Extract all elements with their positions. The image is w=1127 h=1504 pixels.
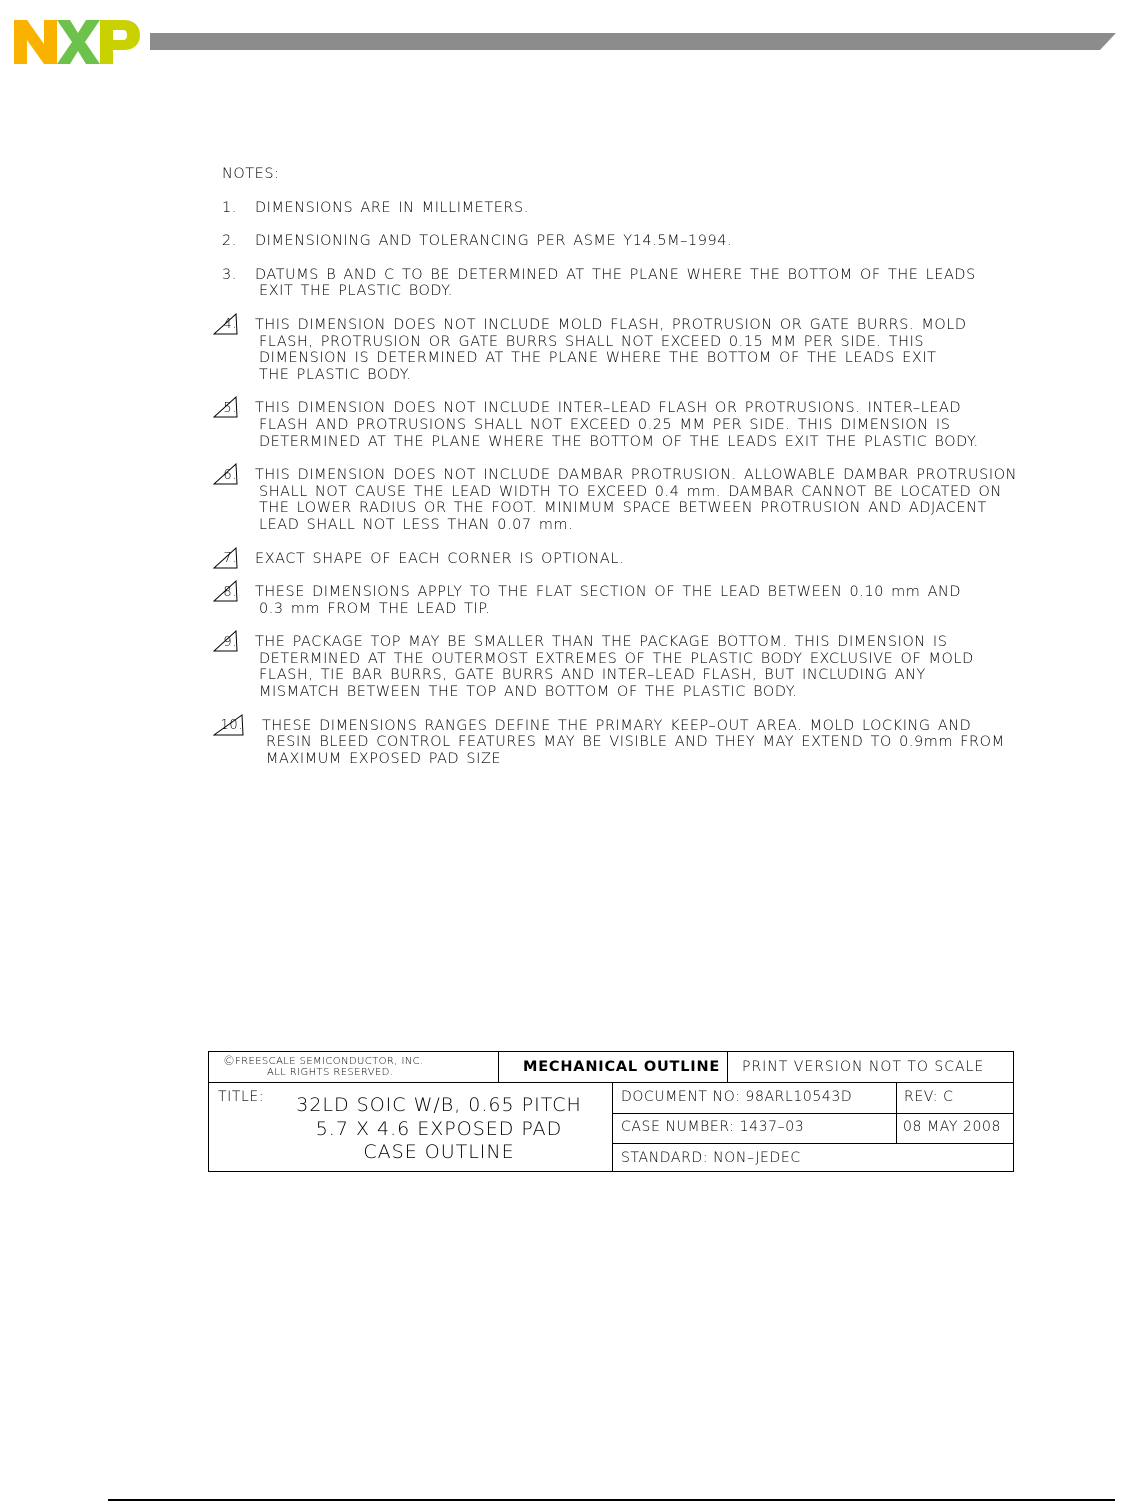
document-number: DOCUMENT NO: 98ARL10543D bbox=[621, 1089, 853, 1105]
note-line: FLASH, TIE BAR BURRS, GATE BURRS AND INTER–LEAD FLASH, BUT INCLUDING ANY bbox=[259, 667, 926, 684]
title-block-rule bbox=[896, 1082, 897, 1143]
note-item bbox=[222, 634, 1022, 700]
note-item bbox=[222, 584, 1022, 617]
standard: STANDARD: NON–JEDEC bbox=[621, 1150, 801, 1166]
title-block-rule bbox=[498, 1052, 499, 1082]
note-number: 6. bbox=[223, 467, 237, 483]
note-text bbox=[255, 467, 1022, 533]
note-line: DIMENSIONS ARE IN MILLIMETERS. bbox=[255, 199, 529, 216]
note-text bbox=[255, 267, 1022, 300]
note-line: EXIT THE PLASTIC BODY. bbox=[259, 283, 453, 300]
note-number: 1. bbox=[222, 199, 237, 216]
note-text bbox=[255, 200, 1022, 217]
note-number: 10. bbox=[220, 718, 243, 734]
note-line: 0.3 mm FROM THE LEAD TIP. bbox=[259, 600, 491, 617]
flag-triangle-icon bbox=[213, 463, 238, 485]
note-line: THIS DIMENSION DOES NOT INCLUDE INTER–LEAD FLASH OR PROTRUSIONS. INTER–LEAD bbox=[255, 400, 962, 417]
flag-triangle-icon bbox=[213, 580, 238, 602]
note-line: DATUMS B AND C TO BE DETERMINED AT THE PLANE WHERE THE BOTTOM OF THE LEADS bbox=[255, 266, 976, 283]
copyright-line: ALL RIGHTS RESERVED. bbox=[267, 1067, 394, 1078]
note-line: MISMATCH BETWEEN THE TOP AND BOTTOM OF THE PLASTIC BODY. bbox=[259, 684, 798, 701]
note-line: RESIN BLEED CONTROL FEATURES MAY BE VISIBLE AND THEY MAY EXTEND TO 0.9mm FROM bbox=[266, 734, 1005, 751]
note-text bbox=[255, 584, 1022, 617]
note-line: DETERMINED AT THE PLANE WHERE THE BOTTOM OF THE LEADS EXIT THE PLASTIC BODY. bbox=[259, 433, 979, 450]
note-text bbox=[255, 634, 1022, 700]
title-label: TITLE: bbox=[218, 1089, 265, 1105]
note-line: THESE DIMENSIONS RANGES DEFINE THE PRIMARY KEEP–OUT AREA. MOLD LOCKING AND bbox=[262, 717, 972, 734]
package-title-line: 32LD SOIC W/B, 0.65 PITCH bbox=[296, 1094, 582, 1116]
nxp-logo-graphic bbox=[14, 20, 140, 64]
note-item bbox=[222, 467, 1022, 533]
note-text bbox=[262, 718, 1022, 768]
title-block-rule bbox=[209, 1082, 1013, 1083]
print-version-label: PRINT VERSION NOT TO SCALE bbox=[742, 1059, 985, 1075]
note-number: 9. bbox=[223, 634, 237, 650]
logo-letter-x bbox=[57, 20, 100, 64]
note-item bbox=[222, 317, 1022, 383]
title-block bbox=[208, 1051, 1014, 1172]
copyright-line: FREESCALE SEMICONDUCTOR, INC. bbox=[235, 1056, 424, 1067]
flag-triangle-icon bbox=[213, 630, 238, 652]
note-item bbox=[222, 551, 1022, 568]
note-item bbox=[222, 400, 1022, 450]
note-number: 3. bbox=[222, 266, 237, 283]
note-number: 2. bbox=[222, 233, 237, 250]
title-block-rule bbox=[612, 1082, 613, 1171]
note-line: FLASH AND PROTRUSIONS SHALL NOT EXCEED 0.25 MM PER SIDE. THIS DIMENSION IS bbox=[259, 416, 951, 433]
note-line: THE PACKAGE TOP MAY BE SMALLER THAN THE PACKAGE BOTTOM. THIS DIMENSION IS bbox=[255, 634, 948, 651]
header-bar bbox=[150, 33, 1116, 50]
note-line: DIMENSION IS DETERMINED AT THE PLANE WHERE THE BOTTOM OF THE LEADS EXIT bbox=[259, 350, 937, 367]
title-block-rule bbox=[612, 1113, 1013, 1114]
note-line: MAXIMUM EXPOSED PAD SIZE bbox=[266, 750, 502, 767]
note-number: 7. bbox=[223, 550, 237, 566]
note-number: 4. bbox=[223, 317, 237, 333]
note-number: 8. bbox=[223, 584, 237, 600]
note-item bbox=[222, 200, 1022, 217]
notes-list bbox=[222, 200, 1022, 768]
copyright-notice bbox=[223, 1054, 424, 1078]
package-title bbox=[269, 1094, 609, 1165]
note-text bbox=[255, 233, 1022, 250]
note-text bbox=[255, 400, 1022, 450]
logo-letter-n bbox=[14, 20, 57, 64]
package-title-line: 5.7 X 4.6 EXPOSED PAD bbox=[315, 1117, 563, 1140]
note-line: DETERMINED AT THE OUTERMOST EXTREMES OF THE PLASTIC BODY EXCLUSIVE OF MOLD bbox=[259, 650, 974, 667]
note-item bbox=[222, 267, 1022, 300]
logo-letter-p bbox=[100, 20, 140, 64]
title-block-rule bbox=[612, 1143, 1013, 1144]
note-line: SHALL NOT CAUSE THE LEAD WIDTH TO EXCEED 0.4 mm. DAMBAR CANNOT BE LOCATED ON bbox=[259, 483, 1002, 500]
note-line: LEAD SHALL NOT LESS THAN 0.07 mm. bbox=[259, 516, 574, 533]
note-text bbox=[255, 551, 1022, 568]
note-line: THE PLASTIC BODY. bbox=[259, 366, 412, 383]
mechanical-outline-label: MECHANICAL OUTLINE bbox=[523, 1059, 721, 1075]
copyright-symbol: © bbox=[223, 1054, 236, 1068]
note-item bbox=[222, 718, 1022, 768]
note-text bbox=[255, 317, 1022, 383]
note-line: EXACT SHAPE OF EACH CORNER IS OPTIONAL. bbox=[255, 550, 625, 567]
title-block-rule bbox=[727, 1052, 728, 1082]
nxp-logo bbox=[14, 20, 140, 64]
notes-section bbox=[222, 166, 1022, 784]
footer-rule bbox=[108, 1499, 1115, 1501]
flag-triangle-icon bbox=[213, 714, 244, 736]
notes-heading: NOTES: bbox=[222, 166, 280, 182]
flag-triangle-icon bbox=[213, 396, 238, 418]
case-number: CASE NUMBER: 1437–03 bbox=[621, 1119, 805, 1135]
note-line: THESE DIMENSIONS APPLY TO THE FLAT SECTION OF THE LEAD BETWEEN 0.10 mm AND bbox=[255, 584, 962, 601]
note-item bbox=[222, 233, 1022, 250]
note-line: THIS DIMENSION DOES NOT INCLUDE DAMBAR PROTRUSION. ALLOWABLE DAMBAR PROTRUSION bbox=[255, 467, 1017, 484]
note-line: THIS DIMENSION DOES NOT INCLUDE MOLD FLASH, PROTRUSION OR GATE BURRS. MOLD bbox=[255, 316, 967, 333]
note-number: 5. bbox=[223, 400, 237, 416]
revision-date: 08 MAY 2008 bbox=[903, 1119, 1002, 1135]
note-line: FLASH, PROTRUSION OR GATE BURRS SHALL NOT EXCEED 0.15 MM PER SIDE. THIS bbox=[259, 333, 925, 350]
flag-triangle-icon bbox=[213, 313, 238, 335]
package-title-line: CASE OUTLINE bbox=[363, 1141, 515, 1163]
revision: REV: C bbox=[904, 1089, 954, 1105]
flag-triangle-icon bbox=[213, 547, 238, 569]
note-line: DIMENSIONING AND TOLERANCING PER ASME Y14.5M–1994. bbox=[255, 233, 733, 250]
note-line: THE LOWER RADIUS OR THE FOOT. MINIMUM SPACE BETWEEN PROTRUSION AND ADJACENT bbox=[259, 500, 987, 517]
